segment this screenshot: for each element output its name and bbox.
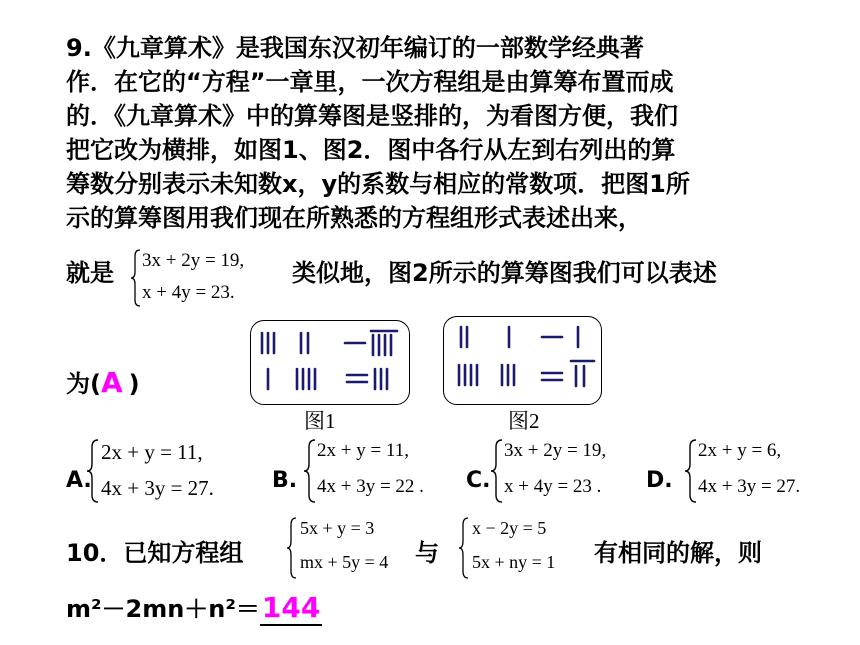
paren-close: ) (128, 370, 140, 398)
option-c-eq-2: x + 4y = 23 . (504, 476, 602, 497)
q10-system-a (286, 516, 401, 580)
option-d-letter: D. (646, 468, 673, 493)
option-b-eq-1: 2x + y = 11, (317, 440, 409, 461)
brace-icon (86, 438, 100, 504)
brace-icon (303, 438, 317, 504)
option-c-eq-1: 3x + 2y = 19, (504, 440, 607, 461)
q10-system-b-eq-2: 5x + ny = 1 (472, 552, 556, 572)
q9-line-2: 作．在它的“方程”一章里，一次方程组是由算筹布置而成 (66, 68, 674, 96)
option-d-eq-1: 2x + y = 6, (698, 440, 782, 461)
q9-line-7-pre: 就是 (66, 259, 114, 287)
figure-1-counting-rods (250, 320, 410, 405)
brace-icon (458, 516, 470, 580)
option-a-eq-2: 4x + 3y = 27. (101, 476, 214, 500)
brace-icon (286, 516, 298, 580)
brace-icon (130, 248, 142, 308)
q10-mid: 与 (415, 539, 439, 567)
brace-icon (684, 438, 698, 504)
q10-post: 有相同的解，则 (594, 539, 762, 567)
q9-line-1: 9.《九章算术》是我国东汉初年编订的一部数学经典著 (66, 34, 644, 62)
option-b-letter: B. (272, 468, 298, 493)
q9-line-4: 把它改为横排，如图1、图2．图中各行从左到右列出的算 (66, 136, 676, 164)
counting-rods-figure-1 (251, 321, 409, 404)
system-example-eq-2: x + 4y = 23. (142, 282, 235, 303)
counting-rods-figure-2 (444, 317, 601, 404)
option-c-letter: C. (466, 468, 491, 493)
q10-line-2 (66, 593, 322, 624)
option-b-system (303, 438, 468, 504)
q10-system-a-eq-2: mx + 5y = 4 (300, 552, 389, 572)
q9-line-3: 的．《九章算术》中的算筹图是竖排的，为看图方便，我们 (66, 102, 678, 130)
option-d-eq-2: 4x + 3y = 27. (698, 476, 801, 497)
figure-2-label: 图2 (508, 409, 540, 433)
figure-1-label: 图1 (304, 409, 336, 433)
q10-answer: 144 (261, 591, 321, 624)
q9-line-7-post: 类似地，图2所示的算筹图我们可以表述 (292, 259, 717, 287)
q9-line-8 (66, 368, 140, 399)
option-a-system (86, 438, 256, 504)
q10-system-a-eq-1: 5x + y = 3 (300, 518, 375, 538)
option-d-system (684, 438, 844, 504)
q10-system-b-eq-1: x − 2y = 5 (472, 518, 547, 538)
figure-2-counting-rods (443, 316, 602, 405)
brace-icon (490, 438, 504, 504)
option-a-eq-1: 2x + y = 11, (101, 440, 203, 464)
option-b-eq-2: 4x + 3y = 22 . (317, 476, 424, 497)
q10-expression: m²－2mn＋n²＝ (66, 595, 260, 623)
system-example-eq-1: 3x + 2y = 19, (142, 250, 245, 271)
q10-system-b (458, 516, 573, 580)
paren-open: 为( (66, 370, 101, 398)
system-example (130, 248, 290, 308)
option-c-system (490, 438, 640, 504)
q9-line-6: 示的算筹图用我们现在所熟悉的方程组形式表述出来， (66, 204, 642, 232)
q9-line-5: 筹数分别表示未知数x，y的系数与相应的常数项．把图1所 (66, 170, 690, 198)
q10-pre: 10．已知方程组 (66, 539, 244, 567)
option-a-letter: A. (66, 468, 92, 493)
q9-answer: A (100, 366, 123, 399)
